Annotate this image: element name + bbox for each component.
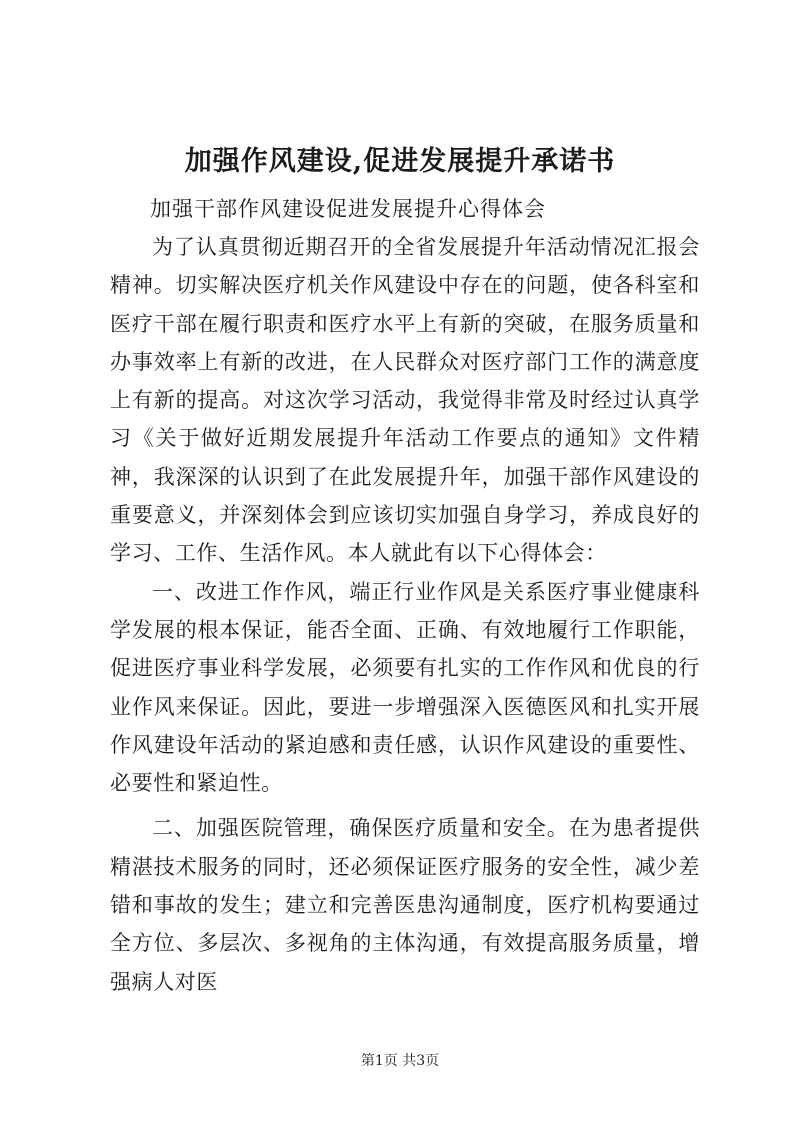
paragraph-intro: 为了认真贯彻近期召开的全省发展提升年活动情况汇报会精神。切实解决医疗机关作风建设中存在的问题，使各科室和医疗干部在履行职责和医疗水平上有新的突破，在服务质量和办事效率上有新的改进，在人民群众对医疗部门工作的满意度上有新的提高。对这次学习活动，我觉得非常及时经过认真学习《关于做好近期发展提升年活动工作要点的通知》文件精神，我深深的认识到了在此发展提升年，加强干部作风建设的重要意义，并深刻体会到应该切实加强自身学习，养成良好的学习、工作、生活作风。本人就此有以下心得体会： — [110, 235, 700, 566]
paragraph-point-one: 一、改进工作作风，端正行业作风是关系医疗事业健康科学发展的根本保证，能否全面、正确、有效地履行工作职能，促进医疗事业科学发展，必须要有扎实的工作作风和优良的行业作风来保证。因此，要进一步增强深入医德医风和扎实开展作风建设年活动的紧迫感和责任感，认识作风建设的重要性、必要性和紧迫性。 — [110, 579, 700, 796]
document-subtitle: 加强干部作风建设促进发展提升心得体会 — [150, 197, 546, 221]
page-number-footer: 第1页 共3页 — [360, 1053, 440, 1069]
paragraph-point-two: 二、加强医院管理，确保医疗质量和安全。在为患者提供精湛技术服务的同时，还必须保证医疗服务的安全性，减少差错和事故的发生；建立和完善医患沟通制度，医疗机构要通过全方位、多层次、多视角的主体沟通，有效提高服务质量，增强病人对医 — [110, 816, 700, 994]
document-body — [110, 190, 700, 1001]
document-title: 加强作风建设,促进发展提升承诺书 — [184, 146, 616, 177]
